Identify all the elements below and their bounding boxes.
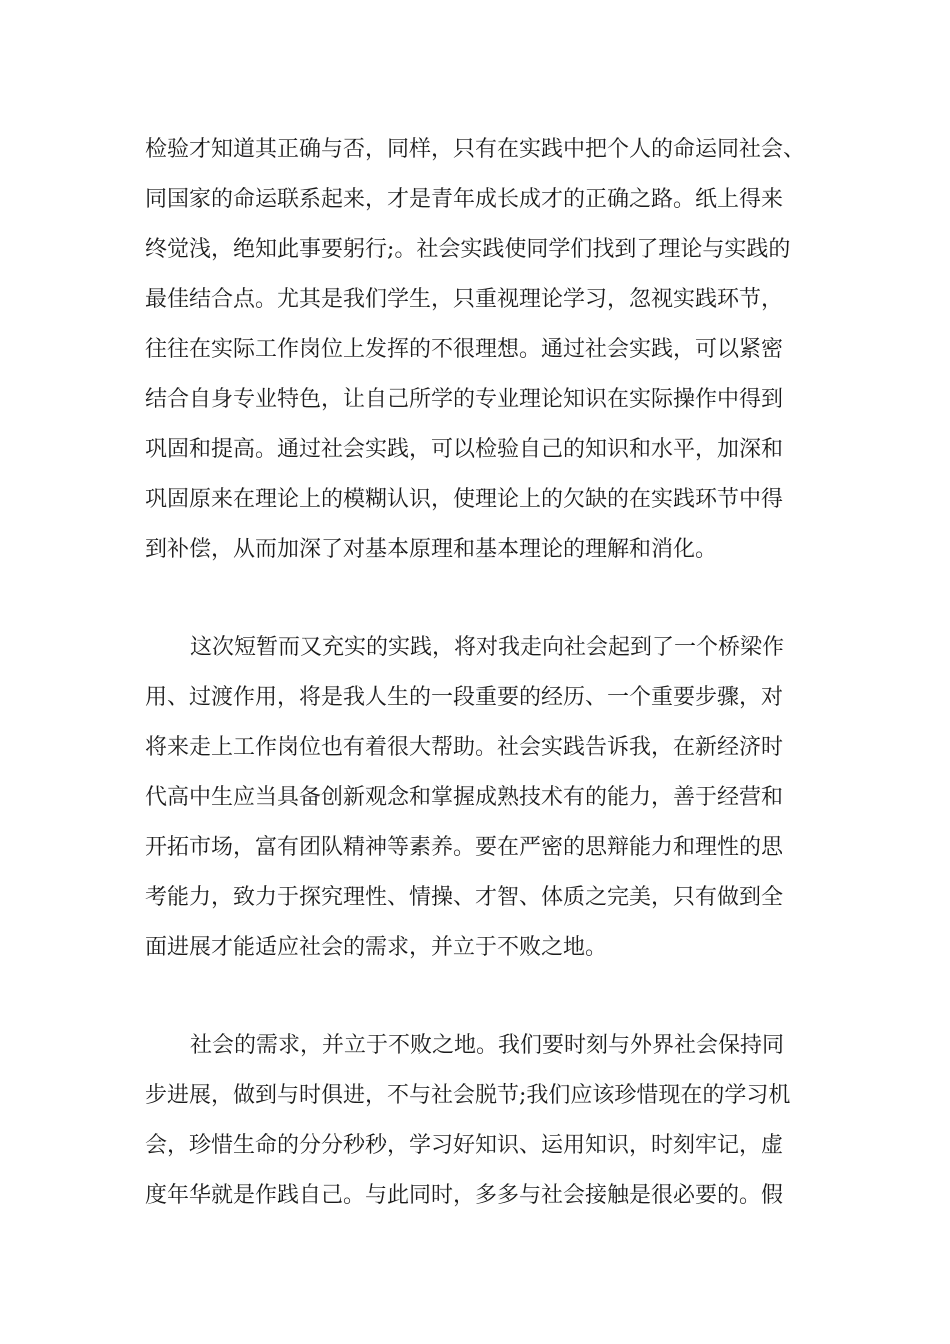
text-line: 到补偿，从而加深了对基本原理和基本理论的理解和消化。 bbox=[145, 537, 718, 562]
text-line: 步进展，做到与时俱进，不与社会脱节;我们应该珍惜现在的学习机 bbox=[145, 1083, 791, 1108]
text-line: 将来走上工作岗位也有着很大帮助。社会实践告诉我，在新经济时 bbox=[145, 735, 784, 760]
text-line: 社会的需求，并立于不败之地。我们要时刻与外界社会保持同 bbox=[190, 1033, 785, 1058]
text-line: 结合自身专业特色，让自己所学的专业理论知识在实际操作中得到 bbox=[145, 387, 784, 412]
text-line: 终觉浅，绝知此事要躬行;。社会实践使同学们找到了理论与实践的 bbox=[145, 237, 791, 262]
text-line: 开拓市场，富有团队精神等素养。要在严密的思辩能力和理性的思 bbox=[145, 835, 784, 860]
text-line: 这次短暂而又充实的实践，将对我走向社会起到了一个桥梁作 bbox=[190, 635, 785, 660]
text-line: 巩固原来在理论上的模糊认识，使理论上的欠缺的在实践环节中得 bbox=[145, 487, 784, 512]
text-line: 最佳结合点。尤其是我们学生，只重视理论学习，忽视实践环节， bbox=[145, 287, 784, 312]
text-line: 会，珍惜生命的分分秒秒，学习好知识、运用知识，时刻牢记，虚 bbox=[145, 1133, 784, 1158]
text-line: 度年华就是作践自己。与此同时，多多与社会接触是很必要的。假 bbox=[145, 1183, 784, 1208]
text-line: 巩固和提高。通过社会实践，可以检验自己的知识和水平，加深和 bbox=[145, 437, 784, 462]
text-line: 考能力，致力于探究理性、情操、才智、体质之完美，只有做到全 bbox=[145, 885, 784, 910]
text-line: 同国家的命运联系起来，才是青年成长成才的正确之路。纸上得来 bbox=[145, 187, 784, 212]
text-line: 代高中生应当具备创新观念和掌握成熟技术有的能力，善于经营和 bbox=[145, 785, 784, 810]
text-line: 往往在实际工作岗位上发挥的不很理想。通过社会实践，可以紧密 bbox=[145, 337, 784, 362]
text-line: 用、过渡作用，将是我人生的一段重要的经历、一个重要步骤，对 bbox=[145, 685, 784, 710]
text-line: 检验才知道其正确与否，同样，只有在实践中把个人的命运同社会、 bbox=[145, 137, 806, 162]
text-line: 面进展才能适应社会的需求，并立于不败之地。 bbox=[145, 935, 608, 960]
